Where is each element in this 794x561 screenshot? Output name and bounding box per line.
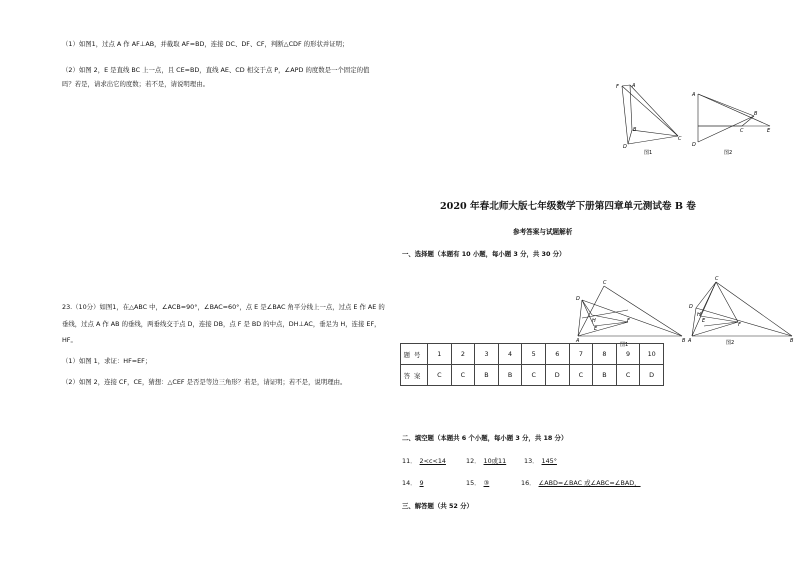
label-A: A <box>632 83 636 89</box>
section-fill-heading: 二、填空题（本题共 6 个小题，每小题 3 分，共 18 分） <box>402 434 568 442</box>
fill-answer-14 <box>402 478 427 487</box>
fill-value: ③ <box>483 479 490 487</box>
fill-value: 145° <box>541 457 557 465</box>
section-solve-heading: 三、解答题（共 52 分） <box>402 502 473 510</box>
fill-answer-12 <box>466 456 509 465</box>
table-cell: 1 <box>428 344 452 365</box>
table-cell: D <box>545 365 569 386</box>
table-cell: C <box>428 365 452 386</box>
label-H: H <box>592 318 596 324</box>
answer-sheet-title: 2020 年春北师大版七年级数学下册第四章单元测试卷 B 卷 <box>440 201 696 212</box>
fill-number: 12． <box>466 457 481 465</box>
q23-part2: （2）如图 2，连接 CF，CE，猜想：△CEF 是否是等边三角形？若是，请证明；若不是，说明理由。 <box>62 378 347 386</box>
label-D: D <box>692 142 696 148</box>
q23-stem-line2: 垂线，过点 A 作 AB 的垂线，两垂线交于点 D，连接 DB，点 F 是 BD 的中点，DH⊥AC，垂足为 H，连接 EF， <box>62 320 381 328</box>
q23-part1: （1）如图 1，求证：HF=EF； <box>62 357 152 365</box>
figure-mid-1 <box>572 278 692 346</box>
answer-table <box>400 343 664 386</box>
table-cell: 6 <box>545 344 569 365</box>
table-cell: 9 <box>616 344 640 365</box>
section-choice-heading: 一、选择题（本题有 10 小题，每小题 3 分，共 30 分） <box>402 250 566 258</box>
label-C: C <box>740 128 744 134</box>
label-E: E <box>594 326 598 332</box>
fill-number: 14． <box>402 479 417 487</box>
label-D: D <box>689 304 693 310</box>
fill-number: 11． <box>402 457 417 465</box>
figure-top-2 <box>688 88 778 160</box>
label-F: F <box>616 84 619 90</box>
fill-value: 9 <box>419 479 424 487</box>
table-cell: 2 <box>451 344 475 365</box>
table-cell: 5 <box>522 344 546 365</box>
label-H: H <box>697 312 701 318</box>
label-C: C <box>715 276 719 282</box>
answer-sheet-subtitle: 参考答案与试题解析 <box>513 228 573 236</box>
figure-caption: 图2 <box>724 150 733 156</box>
figure-top-1 <box>610 80 700 160</box>
q23-stem-line1: 23.（10分）如图1，在△ABC 中，∠ACB=90°，∠BAC=60°，点 E 是∠BAC 角平分线上一点，过点 E 作 AE 的 <box>62 303 385 311</box>
table-cell: 7 <box>569 344 593 365</box>
table-cell: C <box>569 365 593 386</box>
table-row <box>401 344 664 365</box>
table-cell: B <box>593 365 617 386</box>
table-cell: 4 <box>498 344 522 365</box>
fill-value: ∠ABD=∠BAC 或∠ABC=∠BAD， <box>538 479 641 487</box>
table-cell: B <box>498 365 522 386</box>
label-B: B <box>633 127 637 133</box>
fill-number: 16． <box>521 479 536 487</box>
table-cell: 8 <box>593 344 617 365</box>
table-cell: 10 <box>640 344 664 365</box>
fill-number: 13． <box>524 457 539 465</box>
q22-part2-line1: （2）如图 2，E 是直线 BC 上一点，且 CE=BD，直线 AE、CD 相交于点 P，∠APD 的度数是一个固定的值 <box>62 66 370 74</box>
label-D: D <box>623 144 627 150</box>
label-A: A <box>692 92 696 98</box>
q22-part2-line2: 吗？若是，请求出它的度数；若不是，请说明理由。 <box>62 80 209 88</box>
figure-mid-2 <box>686 272 794 344</box>
fill-value: 2<c<14 <box>419 457 446 465</box>
table-cell: C <box>451 365 475 386</box>
table-cell: D <box>640 365 664 386</box>
label-F: F <box>738 322 741 328</box>
label-D: D <box>576 296 580 302</box>
label-F: F <box>627 318 630 324</box>
label-A: A <box>688 338 692 344</box>
table-cell: B <box>475 365 499 386</box>
fill-answer-11 <box>402 456 449 465</box>
label-C: C <box>603 280 607 286</box>
figure-caption: 图1 <box>644 150 653 156</box>
fill-number: 15． <box>466 479 481 487</box>
fill-answer-16 <box>521 478 644 487</box>
label-B: B <box>754 111 758 117</box>
figure-caption: 图2 <box>726 340 735 346</box>
fill-answer-15 <box>466 478 492 487</box>
label-C: C <box>678 136 682 142</box>
label-E: E <box>702 318 706 324</box>
table-cell: 答案 <box>401 365 428 386</box>
table-cell: C <box>616 365 640 386</box>
label-E: E <box>767 128 771 134</box>
label-A: A <box>576 338 580 344</box>
table-cell: 题号 <box>401 344 428 365</box>
label-B: B <box>790 338 794 344</box>
fill-answer-13 <box>524 456 560 465</box>
table-cell: 3 <box>475 344 499 365</box>
fill-value: 10或11 <box>483 457 507 465</box>
table-row <box>401 365 664 386</box>
q23-stem-line3: HF。 <box>62 336 77 344</box>
q22-part1: （1）如图1，过点 A 作 AF⊥AB，并截取 AF=BD，连接 DC、DF、CF，判断△CDF 的形状并证明； <box>62 40 349 48</box>
label-B: B <box>682 338 686 344</box>
figure-caption: 图1 <box>620 342 629 348</box>
table-cell: C <box>522 365 546 386</box>
